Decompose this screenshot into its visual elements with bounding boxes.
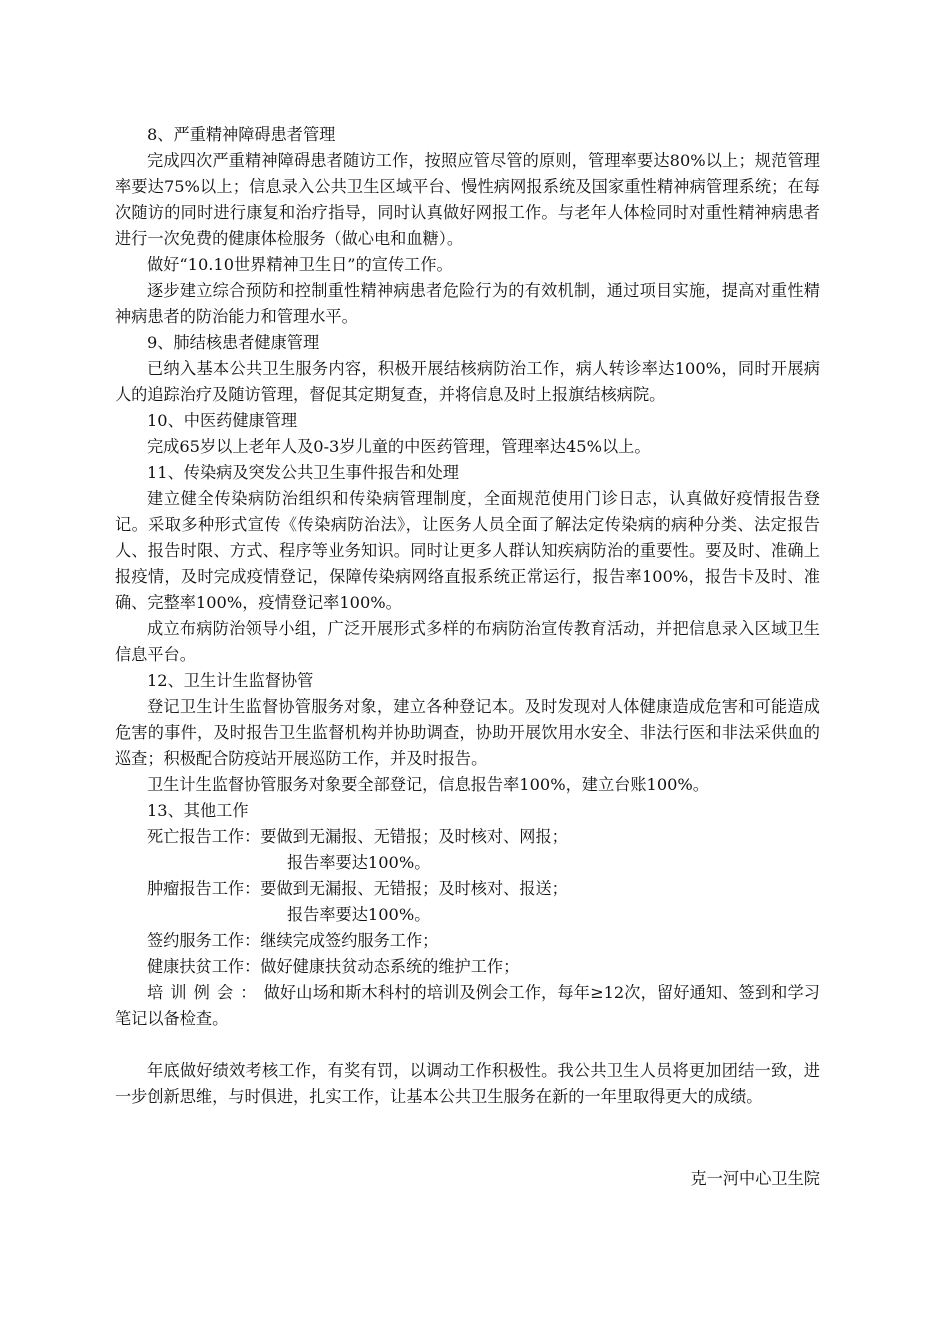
closing-paragraph: 年底做好绩效考核工作，有奖有罚，以调动工作积极性。我公共卫生人员将更加团结一致，进一步创新思维，与时俱进，扎实工作，让基本公共卫生服务在新的一年里取得更大的成绩。: [115, 1061, 820, 1106]
section-12-paragraph-2: 卫生计生监督协管服务对象要全部登记，信息报告率100%，建立台账100%。: [147, 775, 709, 794]
section-10-paragraph-1: 完成65岁以上老年人及0-3岁儿童的中医药管理，管理率达45%以上。: [147, 437, 651, 456]
section-11-paragraph-2: 成立布病防治领导小组，广泛开展形式多样的布病防治宣传教育活动，并把信息录入区域卫生信息平台。: [115, 619, 820, 664]
section-9-heading: 9、肺结核患者健康管理: [147, 333, 320, 352]
training-meeting-label: 培训例会：: [147, 983, 264, 1002]
tumor-report-rate: 报告率要达100%。: [287, 905, 431, 924]
training-meeting-paragraph: [115, 980, 820, 1032]
contract-service-line: 签约服务工作：继续完成签约服务工作；: [147, 931, 439, 950]
section-10-heading: 10、中医药健康管理: [147, 411, 298, 430]
death-report-rate: 报告率要达100%。: [287, 853, 431, 872]
section-11-heading: 11、传染病及突发公共卫生事件报告和处理: [147, 463, 459, 482]
section-8-paragraph-2: 做好“10.10世界精神卫生日”的宣传工作。: [147, 255, 453, 274]
section-11-paragraph-1: 建立健全传染病防治组织和传染病管理制度，全面规范使用门诊日志，认真做好疫情报告登记。采取多种形式宣传《传染病防治法》，让医务人员全面了解法定传染病的病种分类、法定报告人、报告时限、方式、程序等业务知识。同时让更多人群认知疾病防治的重要性。要及时、准确上报疫情，及时完成疫情登记，保障传染病网络直报系统正常运行，报告率100%，报告卡及时、准确、完整率100%，疫情登记率100%。: [115, 489, 820, 612]
death-report-line: 死亡报告工作：要做到无漏报、无错报；及时核对、网报；: [147, 827, 568, 846]
signature: 克一河中心卫生院: [690, 1169, 820, 1188]
section-9-paragraph-1: 已纳入基本公共卫生服务内容，积极开展结核病防治工作，病人转诊率达100%，同时开展病人的追踪治疗及随访管理，督促其定期复查，并将信息及时上报旗结核病院。: [115, 359, 820, 404]
section-12-paragraph-1: 登记卫生计生监督协管服务对象，建立各种登记本。及时发现对人体健康造成危害和可能造成危害的事件，及时报告卫生监督机构并协助调查，协助开展饮用水安全、非法行医和非法采供血的巡查；积极配合防疫站开展巡防工作，并及时报告。: [115, 697, 820, 768]
tumor-report-line: 肿瘤报告工作：要做到无漏报、无错报；及时核对、报送；: [147, 879, 568, 898]
section-8-paragraph-3: 逐步建立综合预防和控制重性精神病患者危险行为的有效机制，通过项目实施，提高对重性精神病患者的防治能力和管理水平。: [115, 281, 820, 326]
section-13-heading: 13、其他工作: [147, 801, 249, 820]
health-poverty-line: 健康扶贫工作：做好健康扶贫动态系统的维护工作；: [147, 957, 520, 976]
document-body: [115, 122, 820, 1110]
section-8-heading: 8、严重精神障碍患者管理: [147, 125, 336, 144]
section-8-paragraph-1: 完成四次严重精神障碍患者随访工作，按照应管尽管的原则，管理率要达80%以上；规范管理率要达75%以上；信息录入公共卫生区域平台、慢性病网报系统及国家重性精神病管理系统；在每次随访的同时进行康复和治疗指导，同时认真做好网报工作。与老年人体检同时对重性精神病患者进行一次免费的健康体检服务（做心电和血糖）。: [115, 151, 820, 248]
section-12-heading: 12、卫生计生监督协管: [147, 671, 314, 690]
training-meeting-text: 做好山场和斯木科村的培训及例会工作，每年≥12次，留好通知、签到和学习笔记以备检查。: [115, 983, 820, 1028]
